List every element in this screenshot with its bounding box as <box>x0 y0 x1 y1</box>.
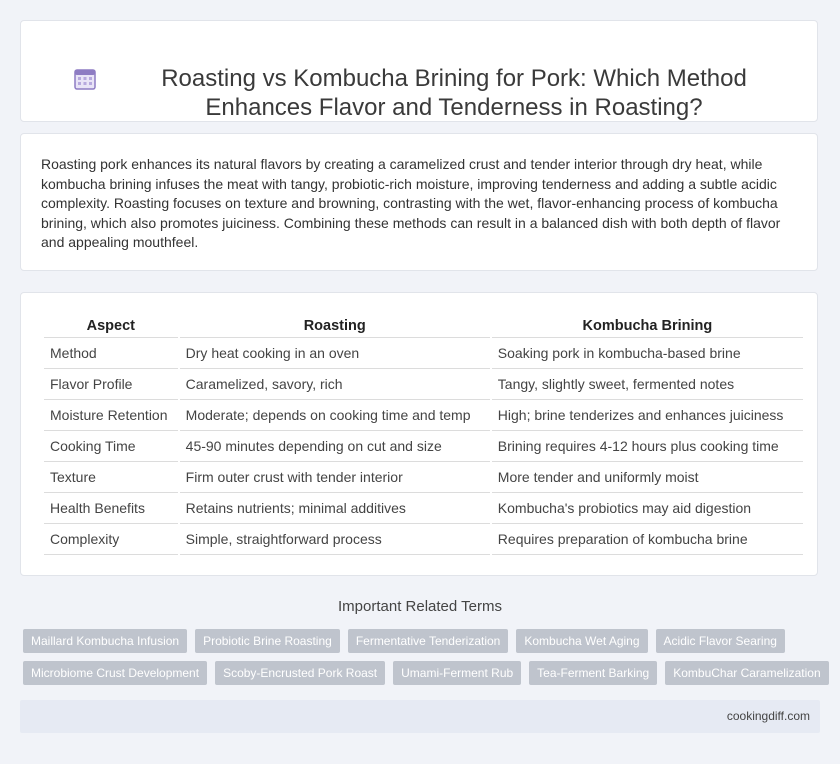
footer-bar <box>20 700 820 733</box>
calendar-icon <box>73 67 97 91</box>
related-term-tag[interactable]: Acidic Flavor Searing <box>656 629 785 653</box>
cell-aspect: Complexity <box>44 524 178 555</box>
cell-aspect: Health Benefits <box>44 493 178 524</box>
table-row <box>44 400 803 431</box>
related-term-tag[interactable]: Kombucha Wet Aging <box>516 629 647 653</box>
cell-aspect: Cooking Time <box>44 431 178 462</box>
related-term-tag[interactable]: Tea-Ferment Barking <box>529 661 657 685</box>
related-term-tag[interactable]: Fermentative Tenderization <box>348 629 509 653</box>
cell-kombucha: Tangy, slightly sweet, fermented notes <box>492 369 803 400</box>
cell-aspect: Flavor Profile <box>44 369 178 400</box>
cell-roasting: Dry heat cooking in an oven <box>180 338 490 369</box>
related-term-tag[interactable]: Microbiome Crust Development <box>23 661 207 685</box>
related-term-tag[interactable]: KombuChar Caramelization <box>665 661 828 685</box>
related-term-tag[interactable]: Scoby-Encrusted Pork Roast <box>215 661 385 685</box>
related-terms-row-1 <box>23 629 785 653</box>
page-title: Roasting vs Kombucha Brining for Pork: Which Method Enhances Flavor and Tenderness in Roasting? <box>161 65 747 121</box>
table-row <box>44 369 803 400</box>
cell-roasting: Retains nutrients; minimal additives <box>180 493 490 524</box>
comparison-table <box>42 315 805 555</box>
related-term-tag[interactable]: Probiotic Brine Roasting <box>195 629 340 653</box>
table-row <box>44 338 803 369</box>
title-card <box>20 20 818 122</box>
cell-kombucha: More tender and uniformly moist <box>492 462 803 493</box>
header-kombucha-brining: Kombucha Brining <box>492 315 803 338</box>
cell-roasting: Firm outer crust with tender interior <box>180 462 490 493</box>
cell-roasting: Moderate; depends on cooking time and temp <box>180 400 490 431</box>
cell-roasting: Simple, straightforward process <box>180 524 490 555</box>
table-row <box>44 462 803 493</box>
cell-kombucha: High; brine tenderizes and enhances juiciness <box>492 400 803 431</box>
related-term-tag[interactable]: Umami-Ferment Rub <box>393 661 521 685</box>
related-terms-heading: Important Related Terms <box>338 598 502 615</box>
cell-aspect: Method <box>44 338 178 369</box>
related-term-tag[interactable]: Maillard Kombucha Infusion <box>23 629 187 653</box>
header-roasting: Roasting <box>180 315 490 338</box>
intro-paragraph: Roasting pork enhances its natural flavors by creating a caramelized crust and tender interior through dry heat, while kombucha brining infuses the meat with tangy, probiotic-rich moisture, improving tenderness and adding a subtle acidic complexity. Roasting focuses on texture and browning, contrasting with the wet, flavor-enhancing process of kombucha brining, which also promotes juiciness. Combining these methods can result in a balanced dish with both depth of flavor and appealing mouthfeel. <box>41 156 781 250</box>
table-row <box>44 524 803 555</box>
cell-roasting: 45-90 minutes depending on cut and size <box>180 431 490 462</box>
cell-roasting: Caramelized, savory, rich <box>180 369 490 400</box>
header-aspect: Aspect <box>44 315 178 338</box>
cell-aspect: Texture <box>44 462 178 493</box>
cell-kombucha: Requires preparation of kombucha brine <box>492 524 803 555</box>
cell-kombucha: Soaking pork in kombucha-based brine <box>492 338 803 369</box>
footer-site-link[interactable]: cookingdiff.com <box>726 709 810 723</box>
related-terms-row-2 <box>23 661 829 685</box>
table-row <box>44 493 803 524</box>
cell-kombucha: Brining requires 4-12 hours plus cooking time <box>492 431 803 462</box>
comparison-card <box>20 292 818 576</box>
table-row <box>44 431 803 462</box>
intro-card <box>20 133 818 271</box>
table-header-row <box>44 315 803 338</box>
cell-kombucha: Kombucha's probiotics may aid digestion <box>492 493 803 524</box>
cell-aspect: Moisture Retention <box>44 400 178 431</box>
